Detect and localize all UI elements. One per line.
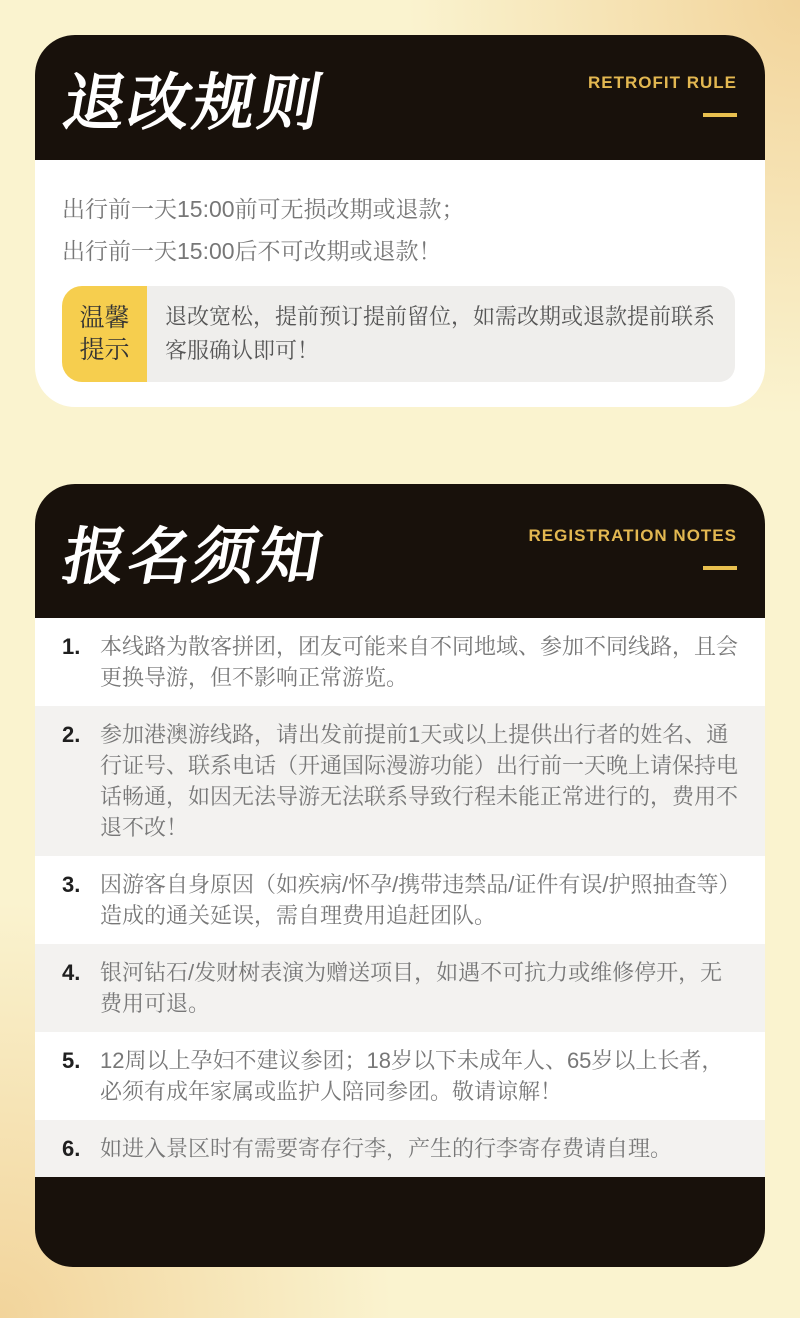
notice-item-2 [35,706,765,856]
registration-card-header [35,484,765,618]
notice-number: 5. [62,1048,81,1073]
notice-item-5 [35,1032,765,1120]
registration-notes-card [35,484,765,1267]
notice-text: 如进入景区时有需要寄存行李，产生的行李寄存费请自理。 [100,1136,673,1161]
tip-text: 退改宽松，提前预订提前留位，如需改期或退款提前联系客服确认即可！ [147,286,735,382]
refund-card-header [35,35,765,160]
gold-dash-decoration [703,113,737,117]
tip-label [62,286,147,382]
notice-item-3 [35,856,765,944]
registration-card-title: 报名须知 [57,522,331,592]
notice-number: 4. [62,960,81,985]
refund-card-title: 退改规则 [57,69,331,138]
refund-card-header-right [588,73,737,117]
registration-card-footer [35,1177,765,1267]
notice-item-1 [35,618,765,706]
registration-card-subtitle: REGISTRATION NOTES [528,526,737,545]
notice-item-4 [35,944,765,1032]
refund-card-subtitle: RETROFIT RULE [588,73,737,92]
notice-number: 2. [62,722,81,747]
refund-rule-line: 出行前一天15:00前可无损改期或退款； [62,196,465,222]
notice-number: 3. [62,872,81,897]
notice-number: 6. [62,1136,81,1161]
refund-card-body [35,160,765,407]
registration-card-header-right [529,526,737,570]
notice-text: 12周以上孕妇不建议参团；18岁以下未成年人、65岁以上长者，必须有成年家属或监护人陪同参团。敬请谅解！ [100,1048,724,1104]
registration-card-body [35,618,765,1177]
tip-callout [62,286,735,382]
notice-text: 参加港澳游线路，请出发前提前1天或以上提供出行者的姓名、通行证号、联系电话（开通国际漫游功能）出行前一天晚上请保持电话畅通，如因无法导游无法联系导致行程未能正常进行的，费用不退不改！ [100,722,739,840]
notice-number: 1. [62,634,81,659]
notice-text: 银河钻石/发财树表演为赠送项目，如遇不可抗力或维修停开，无费用可退。 [100,960,723,1016]
refund-rule-line: 出行前一天15:00后不可改期或退款！ [62,238,442,264]
notice-text: 本线路为散客拼团，团友可能来自不同地域、参加不同线路，且会更换导游，但不影响正常游览。 [100,634,739,690]
notice-text: 因游客自身原因（如疾病/怀孕/携带违禁品/证件有误/护照抽查等）造成的通关延误，需自理费用追赶团队。 [100,872,730,928]
tip-label-text: 温馨提示 [79,303,130,364]
refund-rules-card [35,35,765,407]
gold-dash-decoration [703,566,737,570]
notice-item-6 [35,1120,765,1177]
